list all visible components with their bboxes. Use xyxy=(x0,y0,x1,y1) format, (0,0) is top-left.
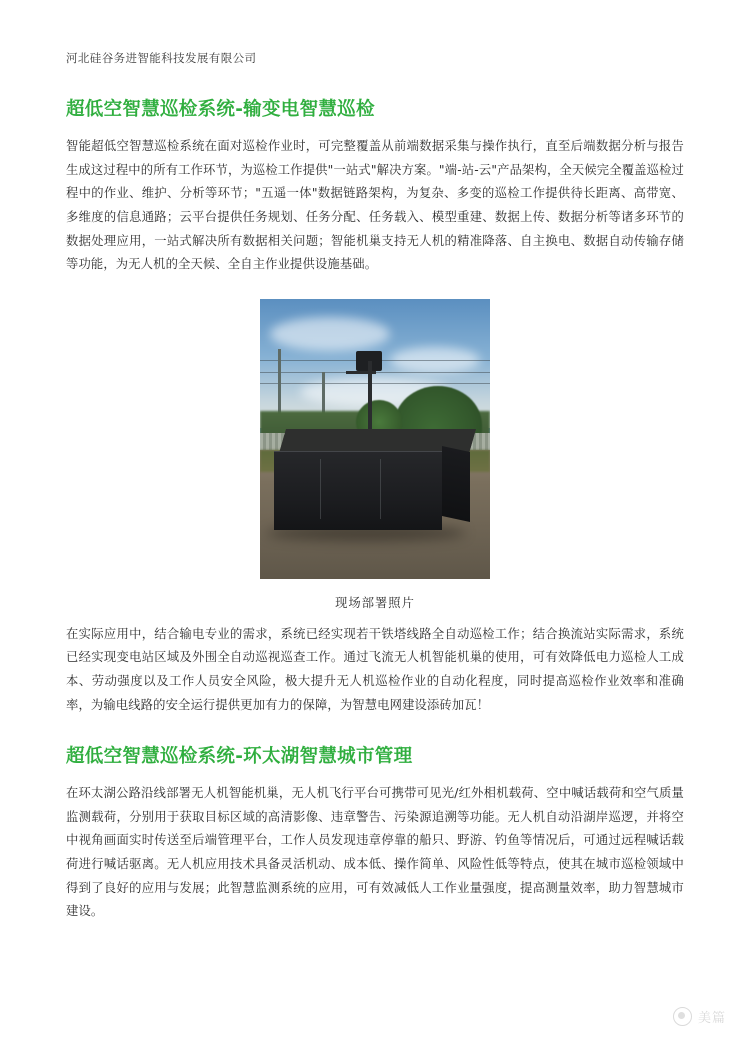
figure-caption: 现场部署照片 xyxy=(335,595,415,610)
section-paragraph-2: 在环太湖公路沿线部署无人机智能机巢，无人机飞行平台可携带可见光/红外相机载荷、空中喊话载荷和空气质量监测载荷，分别用于获取目标区域的高清影像、违章警告、污染源追溯等功能。无人机自动沿湖岸巡逻，并将空中视角画面实时传送至后端管理平台，工作人员发现违章停靠的船只、野游、钓鱼等情况后，可通过远程喊话载荷进行喊话驱离。无人机应用技术具备灵活机动、成本低、操作简单、风险性低等特点，使其在城市巡检领域中得到了良好的应用与发展；此智慧监测系统的应用，可有效减低人工作业量强度，提高测量效率，助力智慧城市建设。 xyxy=(66,786,684,919)
photo-cabinet-door-seam xyxy=(380,459,381,519)
figure-block xyxy=(66,299,684,611)
photo-mast xyxy=(368,361,372,431)
company-name: 河北硅谷务进智能科技发展有限公司 xyxy=(66,51,257,65)
photo-power-wire xyxy=(260,383,490,384)
watermark xyxy=(673,1007,726,1026)
photo-cloud xyxy=(270,317,390,351)
camera-lens-icon xyxy=(673,1007,692,1026)
section-paragraph-1: 智能超低空智慧巡检系统在面对巡检作业时，可完整覆盖从前端数据采集与操作执行，直至后端数据分析与报告生成这过程中的所有工作环节，为巡检工作提供"一站式"解决方案。"端-站-云"产品架构，全天候完全覆盖巡检过程中的作业、维护、分析等环节；"五遥一体"数据链路架构，为复杂、多变的巡检工作提供待长距离、高带宽、多维度的信息通路；云平台提供任务规划、任务分配、任务载入、模型重建、数据上传、数据分析等诸多环节的数据处理应用，一站式解决所有数据相关问题；智能机巢支持无人机的精准降落、自主换电、数据自动传输存储等功能，为无人机的全天候、全自主作业提供设施基础。 xyxy=(66,139,684,272)
photo-cabinet-door-seam xyxy=(320,459,321,519)
document-content xyxy=(66,0,684,924)
section-heading-1: 超低空智慧巡检系统-输变电智慧巡检 xyxy=(66,99,375,121)
watermark-text: 美篇 xyxy=(697,1011,726,1026)
photo-cabinet-side xyxy=(442,446,470,522)
deployment-photo xyxy=(260,299,490,579)
photo-cabinet-front xyxy=(274,451,442,530)
section-heading-2: 超低空智慧巡检系统-环太湖智慧城市管理 xyxy=(66,746,413,768)
paragraph-after-figure: 在实际应用中，结合输电专业的需求，系统已经实现若干铁塔线路全自动巡检工作；结合换流站实际需求，系统已经实现变电站区域及外围全自动巡视巡查工作。通过飞流无人机智能机巢的使用，可有效降低电力巡检人工成本、劳动强度以及工作人员安全风险，极大提升无人机巡检作业的自动化程度，同时提高巡检作业效率和准确率，为输电线路的安全运行提供更加有力的保障，为智慧电网建设添砖加瓦！ xyxy=(66,626,684,712)
